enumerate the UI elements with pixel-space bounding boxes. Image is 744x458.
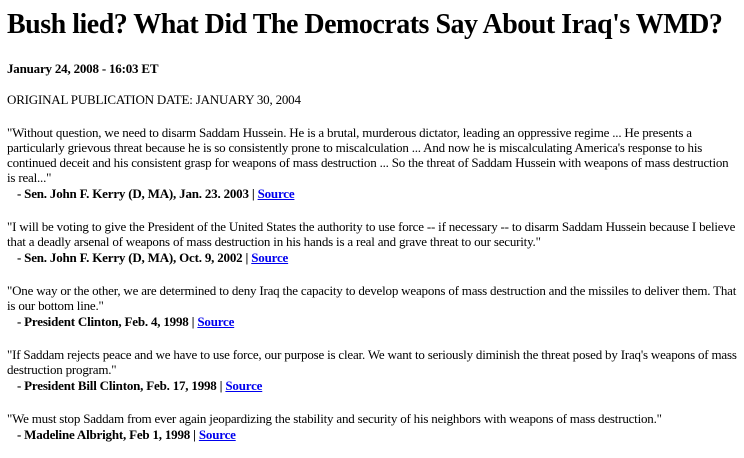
source-link[interactable]: Source [225, 378, 263, 393]
source-link[interactable]: Source [198, 427, 236, 442]
quote-text: "Without question, we need to disarm Saddam Hussein. He is a brutal, murderous dictator, leading an oppressive regime ... He presents a particularly grievous threat because he is so consistently prone to miscalculation ... And now he is miscalculating America's response to his continued deceit and his consistent grasp for weapons of mass destruction ... So the threat of Saddam Hussein with weapons of mass destruction is real..." [7, 125, 729, 185]
dateline: January 24, 2008 - 16:03 ET [7, 61, 159, 76]
quote-attribution [7, 186, 737, 201]
source-link[interactable]: Source [257, 186, 295, 201]
attribution-text: - Sen. John F. Kerry (D, MA), Jan. 23. 2003 [17, 186, 249, 201]
quote-block [7, 347, 737, 393]
quote-text: "One way or the other, we are determined to deny Iraq the capacity to develop weapons of mass destruction and the missiles to deliver them. That is our bottom line." [7, 283, 737, 313]
attribution-separator: | [219, 378, 223, 393]
quote-attribution [7, 427, 737, 442]
attribution-text: - Madeline Albright, Feb 1, 1998 [17, 427, 191, 442]
quote-block [7, 219, 737, 265]
quote-text: "We must stop Saddam from ever again jeopardizing the stability and security of his neighbors with weapons of mass destruction." [7, 411, 662, 426]
quote-text: "I will be voting to give the President of the United States the authority to use force -- if necessary -- to disarm Saddam Hussein because I believe that a deadly arsenal of weapons of mass destruction in his hands is a real and grave threat to our security." [7, 219, 736, 249]
quote-attribution [7, 250, 737, 265]
attribution-separator: | [191, 314, 195, 329]
source-link[interactable]: Source [251, 250, 289, 265]
quote-block [7, 125, 737, 201]
source-link[interactable]: Source [197, 314, 235, 329]
original-publication-date: ORIGINAL PUBLICATION DATE: JANUARY 30, 2004 [7, 92, 301, 107]
attribution-text: - President Bill Clinton, Feb. 17, 1998 [17, 378, 217, 393]
quote-attribution [7, 378, 737, 393]
attribution-text: - Sen. John F. Kerry (D, MA), Oct. 9, 2002 [17, 250, 243, 265]
attribution-separator: | [245, 250, 249, 265]
page-title: Bush lied? What Did The Democrats Say About Iraq's WMD? [7, 9, 723, 40]
quote-block [7, 283, 737, 329]
attribution-separator: | [251, 186, 255, 201]
quote-attribution [7, 314, 737, 329]
quote-text: "If Saddam rejects peace and we have to use force, our purpose is clear. We want to seriously diminish the threat posed by Iraq's weapons of mass destruction program." [7, 347, 737, 377]
quote-block [7, 411, 737, 442]
attribution-text: - President Clinton, Feb. 4, 1998 [17, 314, 189, 329]
attribution-separator: | [193, 427, 196, 442]
